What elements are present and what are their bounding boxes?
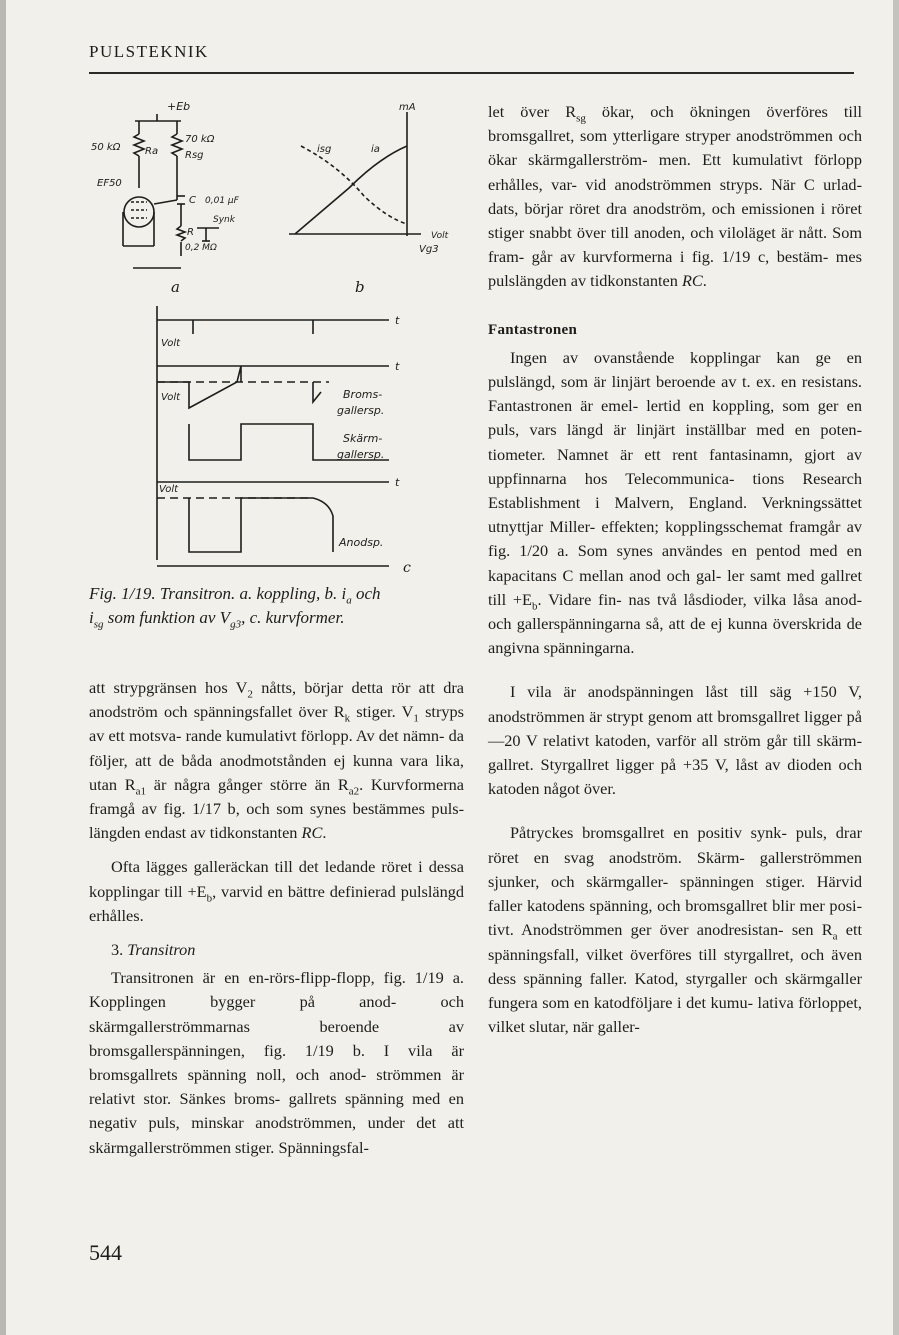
label-wave-t-2: t — [395, 360, 400, 373]
header-rule — [89, 72, 854, 74]
label-wave-volt-2: Volt — [161, 392, 181, 403]
label-anod: Anodsp. — [339, 536, 384, 549]
label-eb: +Eb — [167, 100, 191, 113]
label-ia: ia — [371, 144, 380, 155]
page-edge-right — [893, 0, 899, 1335]
label-ef50: EF50 — [97, 178, 122, 189]
label-curve-volt: Volt — [431, 231, 449, 241]
right-paragraph-3: I vila är anodspänningen låst till säg +150 V, anodströmmen är strypt genom att bromsgallret ligger på —20 V relativt katoden, varför all ström går till skärm- gallret. Styrgallret ligger på +35 V, låst av dioden och katoden något över. — [488, 682, 862, 799]
section-heading-fantastronen: Fantastronen — [488, 321, 578, 338]
label-c-value: 0,01 μF — [205, 196, 239, 206]
label-wave-t-1: t — [395, 314, 400, 327]
label-ma: mA — [399, 102, 416, 113]
label-70k: 70 kΩ — [185, 134, 215, 145]
label-ra: Ra — [145, 146, 159, 157]
label-broms-2: gallersp. — [337, 404, 385, 417]
label-broms: Broms- — [343, 388, 383, 401]
circuit-diagram — [91, 100, 240, 268]
label-wave-volt-1: Volt — [161, 338, 181, 349]
label-rsg: Rsg — [185, 150, 204, 161]
left-column — [89, 676, 464, 1160]
figure-caption: Fig. 1/19. Transitron. a. koppling, b. $i_a$ och $i_{sg}$ som funktion av $V_{g3}$, c. kurvformer. — [89, 584, 381, 631]
right-paragraph-4: Påtryckes bromsgallret en positiv synk- puls, drar röret en svag anodström. Skärm- gallerströmmen sjunker, och skärmgaller- spänningen stiger. Härvid faller katodens spänning, och bromsgallret blir mer posi- tivt. Anodströmmen ger över anodresistan- sen $R_a$ ett spänningsfall, vilket överföres till styrgallret, och även dess spänning faller. Katod, styrgaller och skärmgaller fungera som en katodföljare i det kumu- lativa förloppet, vilket slutar, när galler- — [488, 823, 863, 1037]
page-edge-left — [0, 0, 6, 1335]
label-isg: isg — [317, 144, 332, 155]
label-wave-volt-3: Volt — [159, 484, 179, 495]
left-paragraph-2: Ofta lägges galleräckan till det ledande röret i dessa kopplingar till $+E_b$, varvid en bättre definierad pulslängd erhålles. — [89, 857, 465, 925]
right-paragraph-2: Ingen av ovanstående kopplingar kan ge en pulslängd, som är linjärt beroende av t. ex. en resistans. Fantastronen är emel- lertid en koppling, som ger en puls, vars längd är linjärt inställbar med en poten- tiometer. Namnet är ett rent fantasinamn, gjort av uppfinnarna hos Telecommunica- tions Research Establishment i Malvern, England. Verkningssättet utnyttjar Miller- effekten; kopplingsschemat framgår av fig. 1/20 a. Som synes användes en pentod med en kapacitans C mellan anod och gal- ler samt med gallret till $+E_b$. Vidare fin- nas två låsdioder, vilka låsa anod- och gallerspänningarna så, att de ej kunna överskrida de angivna spänningarna. — [488, 347, 863, 658]
waveform-diagram — [157, 306, 400, 566]
panel-label-b: b — [355, 278, 365, 296]
label-r: R — [187, 227, 194, 238]
label-wave-t-3: t — [395, 476, 400, 489]
label-synk: Synk — [213, 215, 235, 225]
panel-label-a: a — [171, 278, 180, 296]
section-heading-transitron: 3. Transitron — [111, 940, 196, 960]
page-number: 544 — [89, 1240, 122, 1265]
panel-label-c: c — [403, 560, 411, 576]
right-column — [488, 100, 862, 1039]
label-r-value: 0,2 MΩ — [185, 243, 217, 253]
label-skarm: Skärm- — [343, 432, 383, 445]
figure-1-19 — [89, 96, 464, 582]
left-paragraph-3: Transitronen är en en-rörs-flipp-flopp, fig. 1/19 a. Kopplingen bygger på anod- och skärmgallerströmmarnas beroende av bromsgallerspänningen, fig. 1/19 b. I vila är bromsgallrets spänning noll, och anod- strömmen är relativt stor. Sänkes broms- gallrets spänning med en negativ puls, minskar anodströmmen, under det att skärmgallerströmmen stiger. Spänningsfal- — [89, 968, 464, 1157]
label-skarm-2: gallersp. — [337, 448, 385, 461]
label-c: C — [189, 195, 196, 206]
label-vg3: Vg3 — [419, 244, 439, 255]
characteristic-curves — [289, 102, 449, 255]
running-title: PULSTEKNIK — [89, 42, 209, 61]
label-50k: 50 kΩ — [91, 142, 121, 153]
left-paragraph-1: att strypgränsen hos $V_2$ nåtts, börjar detta rör att dra anodström och spänningsfallet över $R_k$ stiger. $V_1$ stryps av ett motsva- rande kumulativt förlopp. Av det nämn- da följer, att de båda anodmotstånden ej kunna vara lika, utan $R_{a1}$ är några gånger större än $R_{a2}$. Kurvformerna framgå av fig. 1/17 b, och som synes bestämmes puls- längden endast av tidkonstanten RC. — [89, 678, 464, 843]
right-paragraph-1: let över $R_{sg}$ ökar, och ökningen överföres till bromsgallret, som ytterligare stryper anodströmmen och ökar skärmgallerström- men. Ett kumulativt förlopp erhålles, var- vid anodströmmen stryps. När C urlad- dats, börjar röret dra anodström, och emissionen i röret stiger snabbt över till anoden, och viloläget är nått. Som fram- går av kurvformerna i fig. 1/19 c, bestäm- mes pulslängden av tidkonstanten RC. — [488, 102, 863, 291]
